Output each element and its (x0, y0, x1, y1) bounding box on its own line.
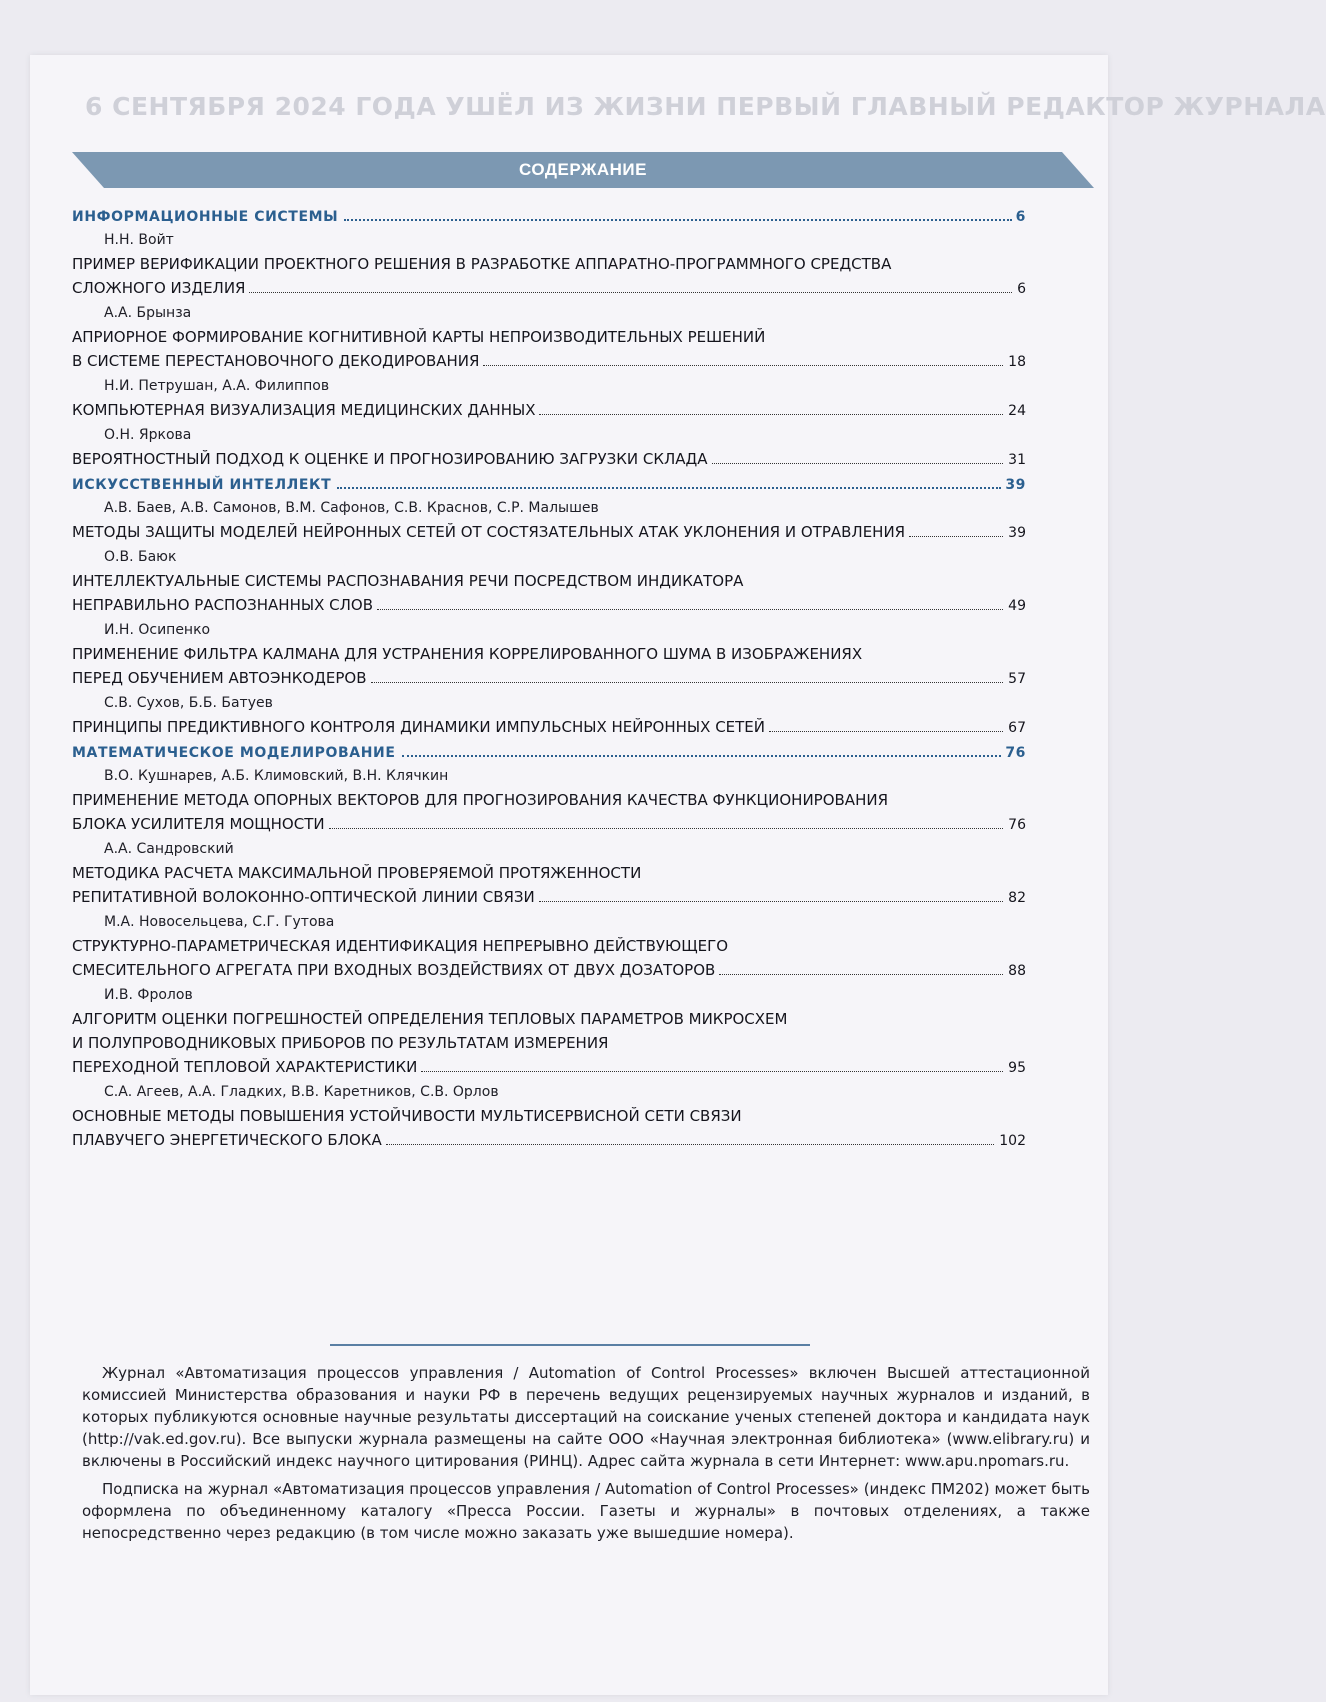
section-page-number: 76 (1005, 745, 1026, 761)
entry-title-last-line (72, 958, 1026, 982)
dot-leader (539, 414, 1003, 415)
table-of-contents (72, 205, 1026, 1154)
toc-entry[interactable] (72, 497, 1026, 544)
entry-title-last-line (72, 276, 1026, 300)
entry-page-number: 18 (1008, 354, 1026, 370)
entry-title-line: ПЕРЕХОДНОЙ ТЕПЛОВОЙ ХАРАКТЕРИСТИКИ (72, 1058, 418, 1076)
dot-leader (769, 731, 1003, 732)
entry-page-number: 31 (1008, 452, 1026, 468)
entry-authors: А.А. Сандровский (104, 841, 234, 857)
entry-title-line: АПРИОРНОЕ ФОРМИРОВАНИЕ КОГНИТИВНОЙ КАРТЫ НЕПРОИЗВОДИТЕЛЬНЫХ РЕШЕНИЙ (72, 328, 766, 346)
page-title: СОДЕРЖАНИЕ (519, 160, 647, 179)
dot-leader (386, 1144, 995, 1145)
toc-entry[interactable] (72, 1081, 1026, 1152)
entry-title-line: ИНТЕЛЛЕКТУАЛЬНЫЕ СИСТЕМЫ РАСПОЗНАВАНИЯ РЕЧИ ПОСРЕДСТВОМ ИНДИКАТОРА (72, 572, 744, 590)
section-title: ИСКУССТВЕННЫЙ ИНТЕЛЛЕКТ (72, 477, 332, 493)
entry-title-line: БЛОКА УСИЛИТЕЛЯ МОЩНОСТИ (72, 815, 325, 833)
dot-leader (249, 292, 1012, 293)
toc-entry[interactable] (72, 619, 1026, 690)
entry-page-number: 49 (1008, 598, 1026, 614)
entry-authors: Н.Н. Войт (104, 232, 174, 248)
entry-authors: О.Н. Яркова (104, 427, 192, 443)
section-title: ИНФОРМАЦИОННЫЕ СИСТЕМЫ (72, 209, 339, 225)
entry-page-number: 95 (1008, 1060, 1026, 1076)
entry-title-last-line (72, 447, 1026, 471)
entry-page-number: 82 (1008, 890, 1026, 906)
section-title: МАТЕМАТИЧЕСКОЕ МОДЕЛИРОВАНИЕ (72, 745, 396, 761)
entry-title-line: И ПОЛУПРОВОДНИКОВЫХ ПРИБОРОВ ПО РЕЗУЛЬТАТАМ ИЗМЕРЕНИЯ (72, 1034, 609, 1052)
entry-title-line: СМЕСИТЕЛЬНОГО АГРЕГАТА ПРИ ВХОДНЫХ ВОЗДЕЙСТВИЯХ ОТ ДВУХ ДОЗАТОРОВ (72, 961, 716, 979)
entry-title-line: КОМПЬЮТЕРНАЯ ВИЗУАЛИЗАЦИЯ МЕДИЦИНСКИХ ДАННЫХ (72, 401, 536, 419)
dot-leader (909, 536, 1003, 537)
entry-page-number: 88 (1008, 963, 1026, 979)
entry-authors: В.О. Кушнарев, А.Б. Климовский, В.Н. Клячкин (104, 768, 449, 784)
entry-page-number: 102 (999, 1133, 1026, 1149)
dot-leader (371, 682, 1004, 683)
entry-title-last-line (72, 1055, 1026, 1079)
entry-title-line: СТРУКТУРНО-ПАРАМЕТРИЧЕСКАЯ ИДЕНТИФИКАЦИЯ НЕПРЕРЫВНО ДЕЙСТВУЮЩЕГО (72, 937, 729, 955)
toc-entry[interactable] (72, 302, 1026, 373)
toc-section-heading[interactable] (72, 741, 1026, 765)
dot-leader (483, 365, 1003, 366)
entry-title-line: ВЕРОЯТНОСТНЫЙ ПОДХОД К ОЦЕНКЕ И ПРОГНОЗИРОВАНИЮ ЗАГРУЗКИ СКЛАДА (72, 450, 708, 468)
entry-authors: А.В. Баев, А.В. Самонов, В.М. Сафонов, С.В. Краснов, С.Р. Малышев (104, 500, 599, 516)
toc-entry[interactable] (72, 375, 1026, 422)
entry-title-last-line (72, 1128, 1026, 1152)
entry-page-number: 76 (1008, 817, 1026, 833)
dot-leader (719, 974, 1003, 975)
entry-title-line: АЛГОРИТМ ОЦЕНКИ ПОГРЕШНОСТЕЙ ОПРЕДЕЛЕНИЯ ТЕПЛОВЫХ ПАРАМЕТРОВ МИКРОСХЕМ (72, 1010, 788, 1028)
entry-page-number: 57 (1008, 671, 1026, 687)
dot-leader (712, 463, 1004, 464)
entry-page-number: 39 (1008, 525, 1026, 541)
entry-title-line: МЕТОДИКА РАСЧЕТА МАКСИМАЛЬНОЙ ПРОВЕРЯЕМОЙ ПРОТЯЖЕННОСТИ (72, 864, 642, 882)
entry-title-line: ПЕРЕД ОБУЧЕНИЕМ АВТОЭНКОДЕРОВ (72, 669, 367, 687)
dot-leader (377, 609, 1003, 610)
faint-headline: 6 СЕНТЯБРЯ 2024 ГОДА УШЁЛ ИЗ ЖИЗНИ ПЕРВЫЙ ГЛАВНЫЙ РЕДАКТОР ЖУРНАЛА (85, 92, 1326, 121)
entry-title-line: СЛОЖНОГО ИЗДЕЛИЯ (72, 279, 246, 297)
entry-authors: М.А. Новосельцева, С.Г. Гутова (104, 914, 335, 930)
entry-authors: С.А. Агеев, А.А. Гладких, В.В. Каретников, С.В. Орлов (104, 1084, 499, 1100)
entry-authors: С.В. Сухов, Б.Б. Батуев (104, 695, 273, 711)
footer-notes (82, 1362, 1090, 1544)
dot-leader (421, 1071, 1003, 1072)
entry-authors: А.А. Брынза (104, 305, 192, 321)
footer-paragraph-subscription: Подписка на журнал «Автоматизация процессов управления / Automation of Control Processes» (индекс ПМ202) может быть оформлена по объединенному каталогу «Пресса России. Газеты и журналы» в почтовых отделениях, а также непосредственно через редакцию (в том числе можно заказать уже вышедшие номера). (82, 1480, 1090, 1542)
entry-page-number: 6 (1017, 281, 1026, 297)
entry-authors: Н.И. Петрушан, А.А. Филиппов (104, 378, 330, 394)
entry-title-line: ПРИМЕНЕНИЕ ФИЛЬТРА КАЛМАНА ДЛЯ УСТРАНЕНИЯ КОРРЕЛИРОВАННОГО ШУМА В ИЗОБРАЖЕНИЯХ (72, 645, 863, 663)
toc-entry[interactable] (72, 911, 1026, 982)
entry-title-last-line (72, 666, 1026, 690)
entry-page-number: 24 (1008, 403, 1026, 419)
section-page-number: 6 (1015, 209, 1026, 225)
entry-title-last-line (72, 398, 1026, 422)
dot-leader (344, 219, 1011, 221)
entry-title-last-line (72, 885, 1026, 909)
toc-section-heading[interactable] (72, 205, 1026, 229)
footer-divider (330, 1344, 810, 1346)
entry-authors: И.Н. Осипенко (104, 622, 211, 638)
entry-title-line: МЕТОДЫ ЗАЩИТЫ МОДЕЛЕЙ НЕЙРОННЫХ СЕТЕЙ ОТ СОСТЯЗАТЕЛЬНЫХ АТАК УКЛОНЕНИЯ И ОТРАВЛЕНИЯ (72, 523, 906, 541)
entry-page-number: 67 (1008, 720, 1026, 736)
dot-leader (329, 828, 1004, 829)
entry-title-line: ОСНОВНЫЕ МЕТОДЫ ПОВЫШЕНИЯ УСТОЙЧИВОСТИ МУЛЬТИСЕРВИСНОЙ СЕТИ СВЯЗИ (72, 1107, 742, 1125)
toc-entry[interactable] (72, 424, 1026, 471)
entry-title-last-line (72, 520, 1026, 544)
entry-authors: О.В. Баюк (104, 549, 177, 565)
dot-leader (337, 487, 1001, 489)
entry-title-last-line (72, 593, 1026, 617)
entry-title-last-line (72, 812, 1026, 836)
entry-title-line: ПЛАВУЧЕГО ЭНЕРГЕТИЧЕСКОГО БЛОКА (72, 1131, 382, 1149)
entry-title-line: ПРИНЦИПЫ ПРЕДИКТИВНОГО КОНТРОЛЯ ДИНАМИКИ ИМПУЛЬСНЫХ НЕЙРОННЫХ СЕТЕЙ (72, 718, 766, 736)
entry-title-line: РЕПИТАТИВНОЙ ВОЛОКОННО-ОПТИЧЕСКОЙ ЛИНИИ СВЯЗИ (72, 888, 535, 906)
toc-entry[interactable] (72, 765, 1026, 836)
entry-title-line: ПРИМЕНЕНИЕ МЕТОДА ОПОРНЫХ ВЕКТОРОВ ДЛЯ ПРОГНОЗИРОВАНИЯ КАЧЕСТВА ФУНКЦИОНИРОВАНИЯ (72, 791, 888, 809)
entry-authors: И.В. Фролов (104, 987, 193, 1003)
entry-title-line: НЕПРАВИЛЬНО РАСПОЗНАННЫХ СЛОВ (72, 596, 373, 614)
toc-entry[interactable] (72, 546, 1026, 617)
toc-entry[interactable] (72, 984, 1026, 1079)
entry-title-line: ПРИМЕР ВЕРИФИКАЦИИ ПРОЕКТНОГО РЕШЕНИЯ В РАЗРАБОТКЕ АППАРАТНО-ПРОГРАММНОГО СРЕДСТВА (72, 255, 892, 273)
entry-title-last-line (72, 715, 1026, 739)
dot-leader (402, 755, 1002, 757)
footer-paragraph-vak: Журнал «Автоматизация процессов управления / Automation of Control Processes» включен Высшей аттестационной комиссией Министерства образования и науки РФ в перечень ведущих рецензируемых научных журналов и изданий, в которых публикуются основные научные результаты диссертаций на соискание ученых степеней доктора и кандидата наук (http://vak.ed.gov.ru). Все выпуски журнала размещены на сайте ООО «Научная электронная библиотека» (www.elibrary.ru) и включены в Российский индекс научного цитирования (РИНЦ). Адрес сайта журнала в сети Интернет: www.apu.npomars.ru. (82, 1364, 1090, 1470)
section-page-number: 39 (1005, 477, 1026, 493)
dot-leader (539, 901, 1003, 902)
entry-title-last-line (72, 349, 1026, 373)
contents-banner (72, 152, 1094, 188)
toc-entry[interactable] (72, 838, 1026, 909)
toc-entry[interactable] (72, 229, 1026, 300)
entry-title-line: В СИСТЕМЕ ПЕРЕСТАНОВОЧНОГО ДЕКОДИРОВАНИЯ (72, 352, 480, 370)
toc-entry[interactable] (72, 692, 1026, 739)
toc-section-heading[interactable] (72, 473, 1026, 497)
